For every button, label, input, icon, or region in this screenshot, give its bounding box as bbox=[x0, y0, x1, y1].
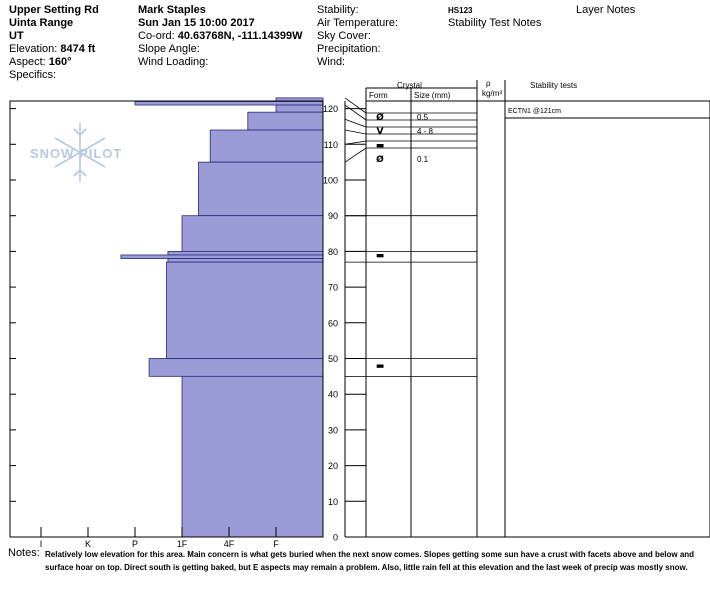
form-header: Form bbox=[369, 91, 388, 100]
hardness-tick-label: P bbox=[131, 539, 139, 549]
height-tick-label: 40 bbox=[327, 389, 338, 400]
height-tick-label: 110 bbox=[323, 139, 338, 150]
size-header: Size (mm) bbox=[414, 91, 451, 100]
snowflake-icon bbox=[55, 123, 105, 182]
hardness-layer-bar bbox=[121, 255, 323, 259]
hardness-layer-bar bbox=[210, 130, 323, 162]
hardness-layer-bar bbox=[182, 376, 323, 537]
aspect-label: Aspect: bbox=[9, 56, 46, 68]
hardness-layer-bar bbox=[168, 251, 323, 255]
observer-name: Mark Staples bbox=[138, 4, 206, 16]
density-unit-header: kg/m³ bbox=[482, 89, 502, 98]
height-tick-label: 60 bbox=[327, 318, 338, 329]
hardness-layer-bar bbox=[166, 262, 323, 358]
notes-label: Notes: bbox=[8, 547, 40, 559]
sky-cover-label: Sky Cover: bbox=[317, 30, 371, 42]
height-tick-label: 120 bbox=[322, 104, 338, 115]
hs-value: HS123 bbox=[448, 6, 473, 15]
hardness-tick-label: F bbox=[273, 539, 279, 549]
height-tick-label: 0 bbox=[332, 532, 338, 543]
layer-notes-label: Layer Notes bbox=[576, 4, 636, 16]
crystal-size-value: 4 - 8 bbox=[417, 127, 434, 136]
hardness-layer-bar bbox=[198, 162, 323, 216]
aspect-value: 160° bbox=[48, 56, 72, 68]
height-tick-label: 70 bbox=[327, 282, 338, 293]
height-tick-label: 20 bbox=[327, 461, 338, 472]
hardness-layer-bar bbox=[248, 112, 323, 130]
rho-header: ρ bbox=[486, 79, 491, 88]
hardness-layer-bar bbox=[135, 101, 323, 105]
height-tick-label: 100 bbox=[322, 175, 338, 186]
crystal-form-symbol: Ø bbox=[376, 155, 384, 165]
hardness-tick-label: 1F bbox=[176, 539, 188, 549]
height-tick-label: 10 bbox=[327, 496, 338, 507]
hardness-layer-bar bbox=[182, 216, 323, 252]
hardness-layer-bar bbox=[168, 259, 323, 263]
observation-datetime: Sun Jan 15 10:00 2017 bbox=[138, 17, 255, 29]
crystal-size-value: 0.1 bbox=[417, 155, 429, 164]
coord-label: Co-ord: bbox=[138, 30, 175, 42]
specifics-label: Specifics: bbox=[9, 69, 57, 81]
height-tick-label: 90 bbox=[327, 211, 338, 222]
hardness-layer-bar bbox=[149, 359, 323, 377]
stability-test-result: ECTN1 @121cm bbox=[508, 108, 562, 115]
crystal-form-symbol: V bbox=[376, 127, 384, 137]
wind-loading-label: Wind Loading: bbox=[138, 56, 209, 68]
stability-tests-header: Stability tests bbox=[530, 81, 578, 90]
crystal-form-symbol: ▬ bbox=[375, 250, 385, 261]
coord-value: 40.63768N, -111.14399W bbox=[177, 30, 303, 42]
air-temperature-label: Air Temperature: bbox=[317, 17, 399, 29]
crystal-form-symbol: Ø bbox=[376, 113, 384, 123]
crystal-header: Crystal bbox=[397, 81, 422, 90]
height-tick-label: 30 bbox=[327, 425, 338, 436]
crystal-form-symbol: ▬ bbox=[375, 361, 385, 372]
precipitation-label: Precipitation: bbox=[317, 43, 381, 55]
elevation-value: 8474 ft bbox=[60, 43, 96, 55]
hardness-tick-label: K bbox=[84, 539, 92, 549]
stability-label: Stability: bbox=[317, 4, 359, 16]
stratigraphy-frame bbox=[366, 101, 710, 537]
height-tick-label: 80 bbox=[327, 246, 338, 257]
state-name: UT bbox=[9, 30, 24, 42]
elevation-label: Elevation: bbox=[9, 43, 58, 55]
layer-connector bbox=[345, 119, 366, 127]
layer-connector bbox=[345, 98, 366, 113]
snowpilot-watermark: SNOW PILOT bbox=[30, 146, 123, 161]
location-name: Upper Setting Rd bbox=[9, 4, 99, 16]
hardness-tick-label: 4F bbox=[223, 539, 235, 549]
crystal-size-value: 0.5 bbox=[417, 113, 429, 122]
layer-connector bbox=[345, 130, 366, 134]
hardness-tick-label: I bbox=[39, 539, 43, 549]
height-tick-label: 50 bbox=[327, 354, 338, 364]
stability-test-notes-label: Stability Test Notes bbox=[448, 17, 542, 29]
crystal-form-symbol: ▬ bbox=[375, 141, 385, 151]
notes-text: Relatively low elevation for this area. Main concern is what gets buried when the next snow comes. Slopes getting some sun have a crust with facets above and below and surface hoar on top. Direct south is getting baked, but E aspects may remain a problem. Also, little rain fell at this elevation and the last week of precip was mostly snow. bbox=[45, 550, 695, 572]
wind-label: Wind: bbox=[317, 56, 346, 68]
layer-connector bbox=[345, 105, 366, 120]
hardness-layer-bar bbox=[276, 105, 323, 112]
range-name: Uinta Range bbox=[9, 17, 74, 29]
slope-angle-label: Slope Angle: bbox=[138, 43, 200, 55]
layer-connector bbox=[345, 148, 366, 162]
